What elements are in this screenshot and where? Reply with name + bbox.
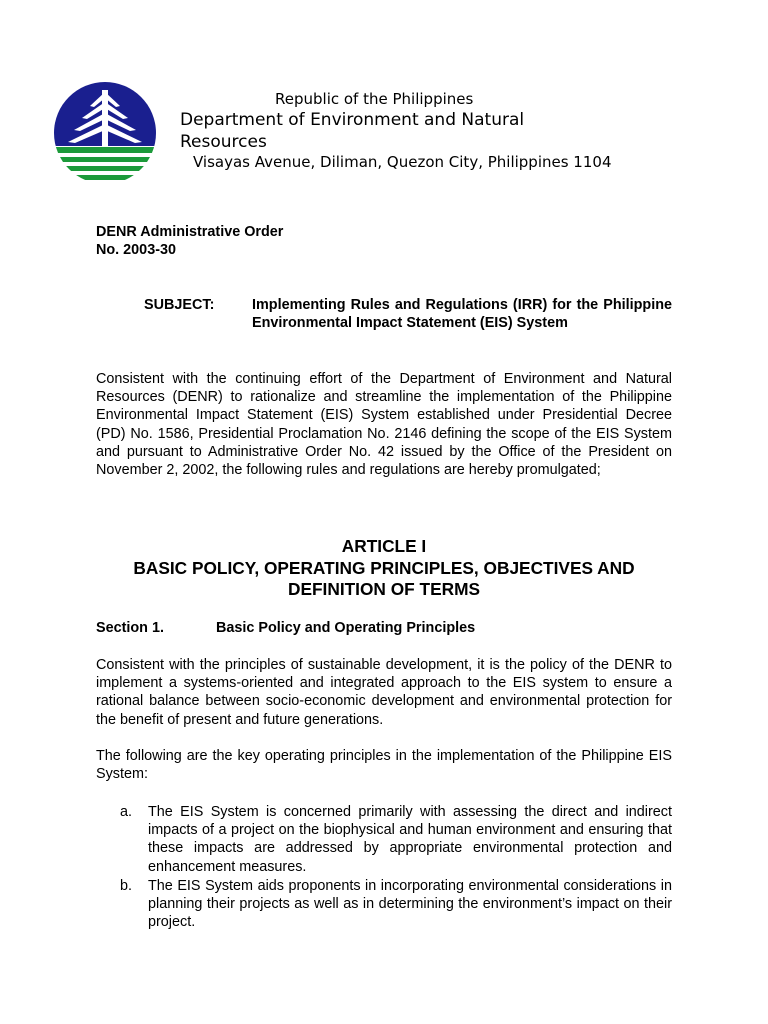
subject-label: SUBJECT: (144, 297, 215, 313)
article-title: BASIC POLICY, OPERATING PRINCIPLES, OBJECTIVES AND DEFINITION OF TERMS (133, 557, 635, 599)
order-no: No. 2003-30 (96, 242, 176, 259)
intro-paragraph: Consistent with the continuing effort of the Department of Environment and Natural Resources (DENR) to rationalize and streamline the implementation of the Philippine Environmental Impact Statement (EIS) System established under Presidential Decree (PD) No. 1586, Presidential Proclamation No. 2146 defining the scope of the EIS System and pursuant to Administrative Order No. 42 issued by the Office of the President on November 2, 2002, the following rules and regulations are hereby promulgated; (96, 371, 672, 479)
denr-seal-icon (52, 80, 158, 186)
article-heading (96, 536, 672, 601)
order-number (96, 223, 496, 259)
list-marker: b. (120, 878, 133, 894)
subject-text: Implementing Rules and Regulations (IRR) for the Philippine Environmental Impact Statement (EIS) System (252, 297, 672, 332)
republic-line: Republic of the Philippines (275, 90, 474, 108)
department-name-line1: Department of Environment and Natural (180, 110, 525, 130)
section-number: Section 1. (96, 620, 164, 636)
list-marker: a. (120, 804, 133, 820)
section-title: Basic Policy and Operating Principles (216, 620, 476, 636)
article-number: ARTICLE I (341, 536, 427, 556)
list-item: The EIS System is concerned primarily with assessing the direct and indirect impacts of a project on the biophysical and human environment and ensuring that these impacts are addressed by appropriate environmental protection and enhancement measures. (148, 804, 672, 875)
department-address: Visayas Avenue, Diliman, Quezon City, Philippines 1104 (193, 153, 612, 171)
order-title: DENR Administrative Order (96, 224, 284, 240)
list-item: The EIS System aids proponents in incorporating environmental considerations in planning their projects as well as in determining the environment’s impact on their project. (148, 878, 672, 931)
policy-paragraph: Consistent with the principles of sustainable development, it is the policy of the DENR to implement a systems-oriented and integrated approach to the EIS system to ensure a rational balance between socio-economic development and environmental protection for the benefit of present and future generations. (96, 657, 672, 728)
department-name-line2: Resources (180, 132, 267, 152)
principles-intro-paragraph: The following are the key operating principles in the implementation of the Philippine EIS System: (96, 748, 672, 783)
